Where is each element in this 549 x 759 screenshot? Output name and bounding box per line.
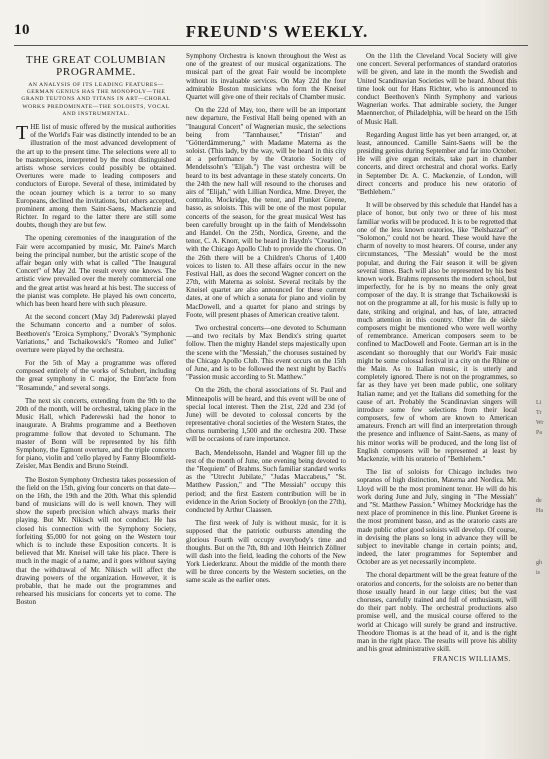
paragraph: On the 22d of May, too, there will be an important new departure, the Festival Hall being opened with an "Inaugural Concert" of Wagnerian music, the selections being from "Tannhauser," "Tristan" and "Götterdämmerung," with Madame Materna as the soloist. (This lady, by the way, will be heard in this city at a performance by the Oratorio Society of Mendelssohn's "Elijah.") The vast orchestra will be heard to its best advantage in these stately concerts. On the 24th the new hall will resound to the choruses and airs of "Elijah," with Lillian Nordica, Mme. Dreyer, the contralto, Mockridge, the tenor, and Plunket Greene, basso, as soloists. This will be one of the most popular concerts of the season, for the great musical West has been carefully brought up in the faith of Mendelssohn and Handel. On the 25th, Nordica, Greene, and the tenor, C. A. Knorr, will be heard in Haydn's "Creation," with the Chicago Apollo Club to provide the chorus. On the 26th there will be a Children's Chorus of 1,400 voices to listen to. All these affairs occur in the new Festival Hall, as does the second Wagner concert on the 27th, with Materna as soloist. Several recitals by the Kneisel quartet are also announced for these current dates, at one of which a sonata for piano and violin by MacDowell, and a quartet for piano and strings by Foote, will present phases of American creative talent. xyxy=(186,106,346,319)
edge-fragment: Tr xyxy=(536,410,542,416)
column-1 xyxy=(16,52,176,607)
article-deck: AN ANALYSIS OF ITS LEADING FEATURES—GERMAN GENIUS HAS THE MONOPOLY—THE GRAND TEUTONS AND TITANS IN ART—CHORAL WORKS PREDOMINATE—THE SOLOISTS, VOCAL AND INSTRUMENTAL. xyxy=(21,82,171,117)
page-number: 10 xyxy=(14,22,30,38)
paragraph-text: HE list of music offered by the musical authorities of the World's Fair was distinctly intended to be an illustration of the most advanced development of the art up to the present time. The selections were all to be masterpieces, interpreted by the most distinguished artists whose services could possibly be obtained. Overtures were made to leading composers and conductors of Europe. Several of these, intimidated by the ocean journey which is a terror to so many Europeans, declined the invitations, but others accepted, prominent among them Saint-Saens, Mackenzie and Richter. In regard to the latter there are still some doubts, though they are but few. xyxy=(16,123,176,230)
paragraph: Bach, Mendelssohn, Handel and Wagner fill up the rest of the month of June, one evening being devoted to the "Requiem" of Brahms. Such familiar standard works as the "Utrecht Jubilate," "Judas Maccabeus," "St. Matthew Passion," and "The Messiah" occupy this period; and the first Eastern contribution will be in evidence in the Arion Society of Brooklyn (on the 27th), conducted by Arthur Claassen. xyxy=(186,448,346,514)
paragraph: Regarding August little has yet been arranged, or, at least, announced. Camille Saint-Saens will be the presiding genius during September and far into October. He will give organ recitals, take part in chamber concerts, and direct orchestral and choral works. Early in September Dr. A. C. Mackenzie, of London, will direct concerts and produce his new oratorio of "Bethlehem." xyxy=(357,130,517,196)
edge-fragment: Wr xyxy=(536,420,544,426)
paragraph: The next six concerts, extending from the 9th to the 20th of the month, will be orchestral, taking place in the Music Hall, which Paderewski had the honor to inaugurate. A Brahms programme and a Beethoven programme follow that devoted to Schumann. The master of Bonn will be represented by his fifth Symphony, the Egmont overture, and the triple concerto for piano, violin and 'cello played by Fanny Bloomfield-Zeisler, Max Bendix and Bruno Steindl. xyxy=(16,396,176,471)
paragraph: Symphony Orchestra is known throughout the West as one of the greatest of our musical organizations. The musical part of the great Fair would be incomplete without its invaluable services. On May 22d the four admirable Boston musicians who form the Kneisel Quartet will give one of their recitals of Chamber music. xyxy=(186,52,346,101)
paragraph: For the 5th of May a programme was offered composed entirely of the works of Schubert, including the great symphony in C major, the Entr'acte from "Rosamunde," and several songs. xyxy=(16,359,176,392)
edge-fragment: de xyxy=(536,498,542,504)
drop-cap: T xyxy=(16,122,29,145)
author-signature: FRANCIS WILLIAMS. xyxy=(432,655,511,664)
paragraph: On the 26th, the choral associations of St. Paul and Minneapolis will be heard, and this event will be one of special local interest. Then the 21st, 22d and 23d (of June) will be devoted to colossal concerts by the representative choral societies of the Western States, the chorus numbering 1,500 and the orchestra 200. These will be occasions of rare importance. xyxy=(186,386,346,444)
paragraph: The first week of July is without music, for it is supposed that the patriotic outbursts attending the glorious Fourth will occupy everybody's time and thoughts. But on the 7th, 8th and 10th Heinrich Zöllner will dash into the field, leading the cohorts of the New York Liederkranz. About the middle of the month there will be three concerts by the Western societies, on the same scale as the earlier ones. xyxy=(186,519,346,585)
edge-fragment: Ha xyxy=(536,508,543,514)
paragraph: The opening ceremonies of the inauguration of the Fair were accompanied by music, Mr. Paine's March being the principal number, but the artistic scope of the affair began only with what is called "The Inaugural Concert" of May 2d. The result every one knows. The artistic view prevailed over the merely commercial one and the great artist was heard at his best. The success of the pianist was complete. He played his own concerto, which has been heard here with such pleasure. xyxy=(16,234,176,308)
paragraph: It will be observed by this schedule that Handel has a place of honor, but only two or three of his most familiar works will be produced. It is to be regretted that one of the less known oratorios, like "Belshazzar" or "Solomon," could not be heard. These would have the charm of novelty to most hearers. Of course, under any circumstances, "The Messiah" would be the most popular, and during the Fair season it will be given several times. Bach will also be represented by his best known work. Brahms represents the modern school, but imperfectly, for he is by no means the only great composer of the day. It is strange that Tschaikowski is not on the programme at all, for his music is fully up to date, striking and original, and has, of late, attracted much attention in this country. Other fin de siècle composers might be mentioned who were well worthy of remembrance. American composers seem to be confined to MacDowell and Foote. German art is in the ascendant so thoroughly that our World's Fair music might be some colossal festival in a city on the Rhine or the Main. As to Italian music, it is utterly and completely ignored. There is not on the programmes, so far as they have yet been made public, one solitary Italian name; and yet the Italians did something for the cause of art. Probably the Scandinavian singers will introduce some few selections from their local composers, few of whom are known to American amateurs. French art will find an interpretation through the presence and influence of Saint-Saens, as many of his minor works will be produced, and the long list of English composers will be represented at least by Mackenzie, with his oratorio of "Bethlehem." xyxy=(357,201,517,463)
paragraph: Two orchestral concerts—one devoted to Schumann—and two recitals by Max Bendix's string quartet follow. Then the mighty Handel steps majestically upon the scene with the "Messiah," the choruses sustained by the Chicago Apollo Club. This event occurs on the 15th of June, and is to be followed the next night by Bach's "Passion music according to St. Matthew." xyxy=(186,324,346,382)
paragraph: The Boston Symphony Orchestra takes possession of the field on the 15th, giving four concerts on that date—on the 16th, the 19th and the 20th. What this splendid band of musicians will do is well known. They will show the superb precision which always marks their playing. But Mr. Nikisch will not conduct. He has closed his connection with the Symphony Society, forfeiting $5,000 for not going on the Western tour which is to include these Exposition concerts. It is believed that Mr. Kneisel will take his place. There is much in the magic of a name, and it goes without saying that the withdrawal of Mr. Nikisch will affect the drawing powers of the organization. However, it is probable, that he made out the programmes and rehearsed his musicians for concerts yet to come. The Boston xyxy=(16,475,176,607)
masthead-title: FREUND'S WEEKLY. xyxy=(185,22,369,41)
edge-fragment: is xyxy=(536,570,541,576)
article-title: THE GREAT COLUMBIAN PROGRAMME. xyxy=(25,54,167,78)
edge-fragment: gh xyxy=(536,560,542,566)
paragraph xyxy=(16,123,176,229)
edge-fragment: Li xyxy=(536,400,542,406)
header-rule xyxy=(14,45,528,46)
column-2 xyxy=(186,52,346,585)
column-3 xyxy=(357,52,517,664)
paragraph: At the second concert (May 3d) Paderewski played the Schumann concerto and a number of solos. Beethoven's "Eroica Symphony," Dvorak's "Symphonic Variations," and Tschaikowski's "Romeo and Juliet" overture were played by the orchestra. xyxy=(16,313,176,354)
edge-fragment: Pa xyxy=(536,430,542,436)
paragraph: The list of soloists for Chicago includes two sopranos of high distinction, Materna and Nordica. Mr. Lloyd will be the most prominent tenor. He will do his work during June and July, singing in "The Messiah" and "St. Matthew Passion." Whitney Mockridge has the next place of prominence in this line. Plunket Greene is the most prominent basso, and as the oratorio casts are made public other good soloists will develop. Of course, in devising the plans so long in advance they will be subject to inevitable change in certain points; and, indeed, the later programmes for September and October are as yet necessarily incomplete. xyxy=(357,468,517,567)
adjacent-page-edge xyxy=(533,0,549,759)
paragraph: The choral department will be the great feature of the oratorios and concerts, for the soloists are no better than those usually heard in our large cities; but the vast choruses, carefully trained and full of enthusiasm, will do their part nobly. The orchestral productions also promise well, and the musical course offered to the world at Chicago will surely be grand and instructive. Theodore Thomas is at the head of it, and is the right man in the right place. The results will prove his ability and his great administrative skill. xyxy=(357,571,517,654)
paragraph: On the 11th the Cleveland Vocal Society will give one concert. Several performances of standard oratorios will be given, and late in the month the Swedish and United Scandinavian Societies will be heard. About this time look out for Hans Richter, who is announced to conduct Beethoven's Ninth Symphony and various Wagnerian works. That admirable society, the Junger Maennerchor, of Philadelphia, will be heard on the 15th of Music Hall. xyxy=(357,52,517,126)
